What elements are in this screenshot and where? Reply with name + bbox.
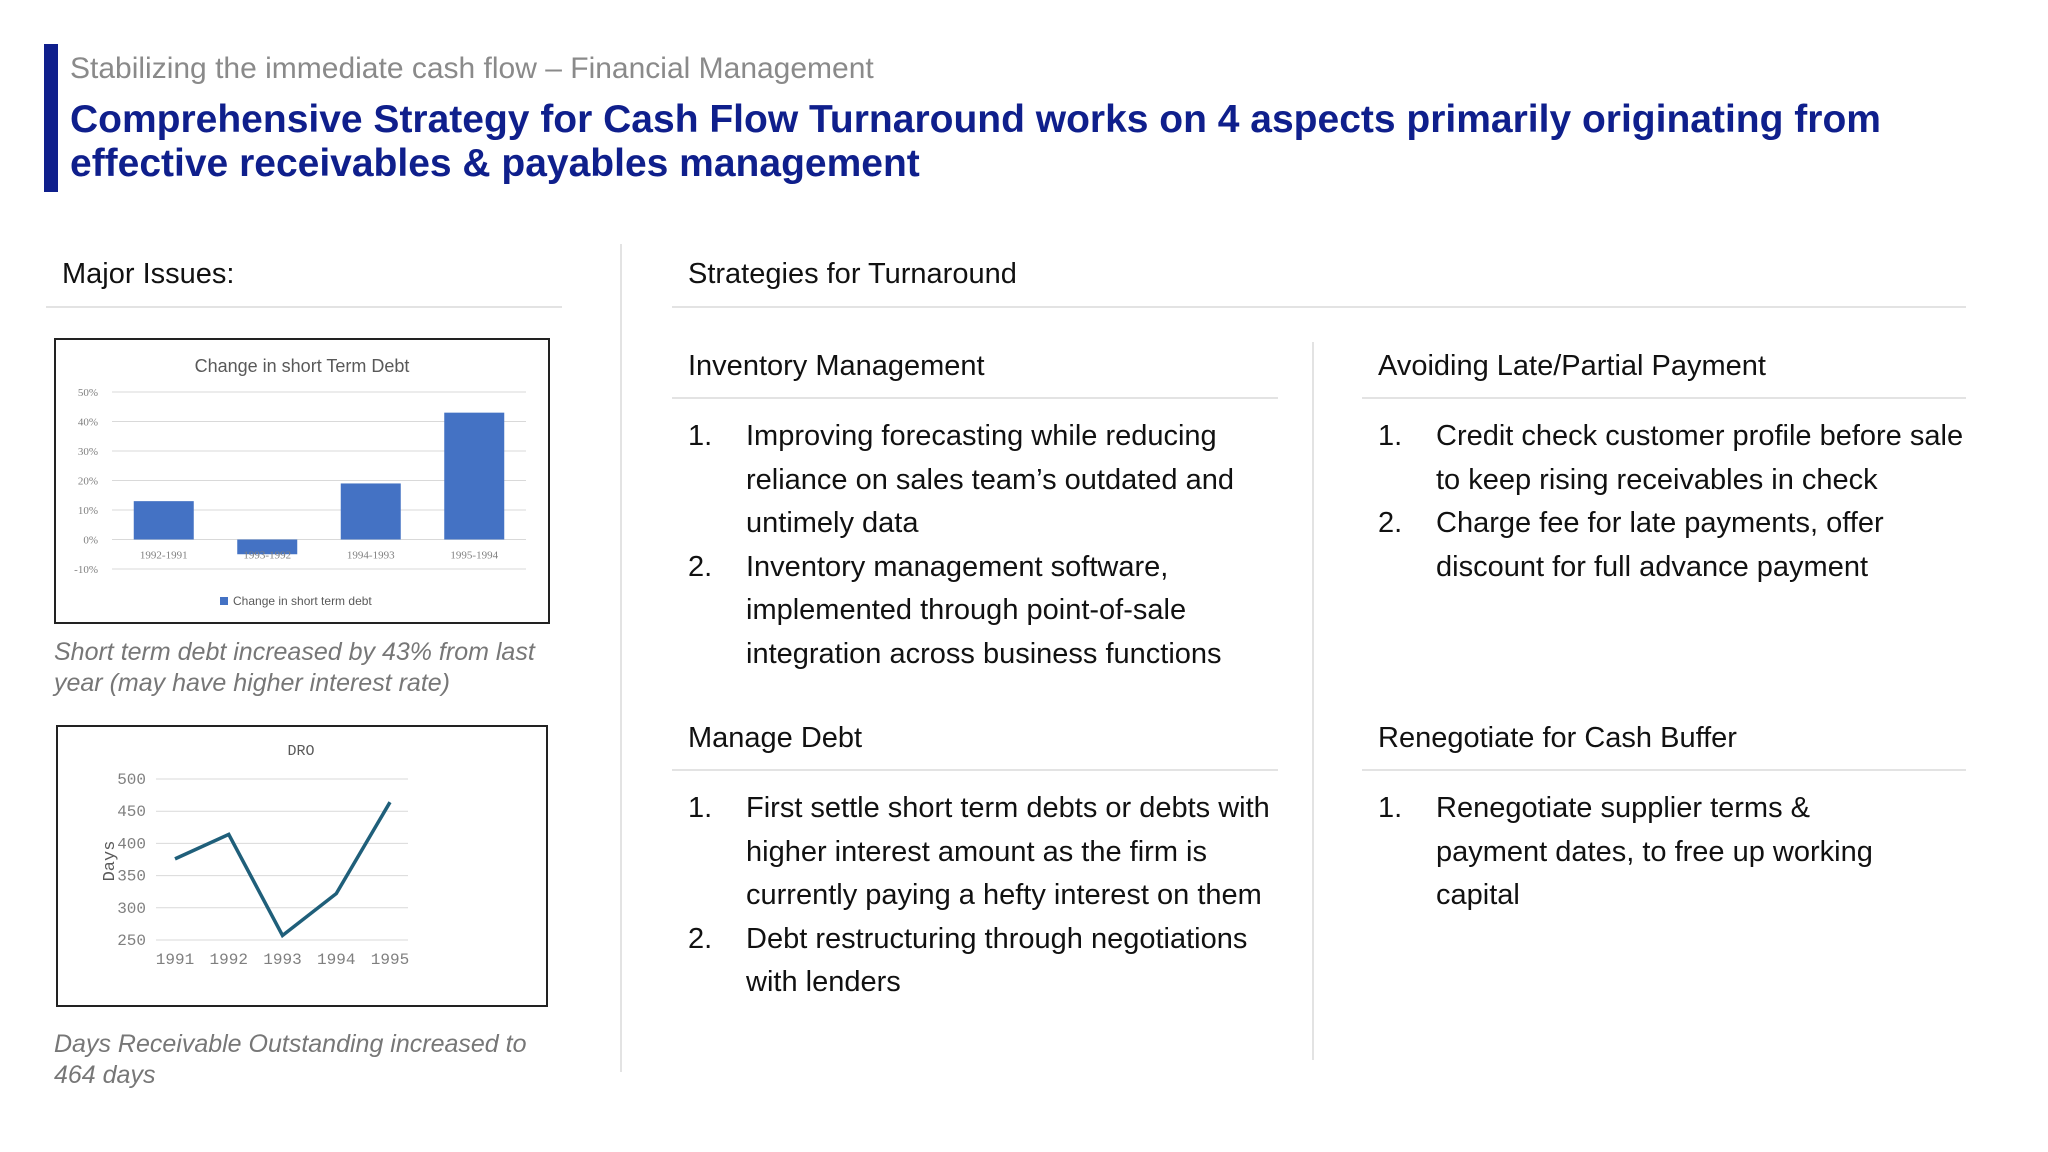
bar-chart-legend (220, 594, 372, 608)
strategies-heading: Strategies for Turnaround (688, 258, 1017, 290)
line-y-tick-label: 350 (117, 867, 146, 886)
bar-y-tick-label: 40% (77, 416, 98, 429)
line-y-tick-label: 300 (117, 899, 146, 918)
bar-x-tick-label: 1993-1992 (243, 549, 292, 562)
list-number: 2. (688, 550, 713, 583)
line-y-tick-label: 500 (117, 771, 146, 789)
inventory-management-heading: Inventory Management (688, 350, 985, 382)
line-chart-y-label: Days (101, 840, 120, 882)
line-chart-title: DRO (287, 743, 315, 760)
list-number: 1. (688, 420, 713, 452)
list-number: 1. (1378, 792, 1403, 824)
list-text: Inventory management software, implemented through point-of-sale integration across business functions (746, 550, 1222, 670)
line-x-tick-label: 1995 (370, 951, 410, 969)
bar-y-tick-label: 0% (83, 534, 98, 547)
bar-y-tick-label: -10% (74, 564, 98, 576)
short-term-debt-chart (54, 338, 550, 624)
line-y-tick-label: 400 (117, 835, 146, 854)
bar-1994-1993 (341, 483, 401, 539)
line-x-tick-label: 1994 (317, 951, 356, 969)
list-item (1378, 787, 1898, 918)
bar-1992-1991 (134, 501, 194, 539)
manage-debt-heading: Manage Debt (688, 722, 863, 754)
line-x-tick-label: 1992 (209, 951, 248, 969)
list-item (688, 546, 1278, 677)
line-chart-grid (156, 779, 408, 940)
strategy-divider (1312, 342, 1314, 1060)
list-number: 2. (1378, 507, 1403, 539)
list-item (688, 787, 1278, 918)
line-x-tick-label: 1991 (155, 951, 195, 969)
list-item (688, 415, 1278, 546)
late-payment-rule (1362, 397, 1966, 399)
cash-buffer-heading: Renegotiate for Cash Buffer (1378, 722, 1737, 754)
slide-subtitle: Stabilizing the immediate cash flow – Financial Management (70, 52, 874, 85)
late-payment-list (1378, 415, 1968, 589)
bar-chart-x-ticks (140, 550, 499, 562)
debt-caption: Short term debt increased by 43% from last year (may have higher interest rate) (54, 638, 535, 697)
bar-chart-bars (134, 413, 505, 555)
slide-title: Comprehensive Strategy for Cash Flow Turnaround works on 4 aspects primarily originating from effective receivables & payables management (70, 98, 1881, 185)
column-divider (620, 244, 622, 1072)
bar-chart-y-ticks (74, 387, 98, 576)
dro-chart (56, 725, 548, 1007)
list-item (1378, 502, 1968, 589)
bar-y-tick-label: 30% (77, 446, 98, 458)
bar-y-tick-label: 20% (77, 475, 98, 488)
dro-caption: Days Receivable Outstanding increased to 464 days (54, 1030, 527, 1089)
inventory-list (688, 415, 1278, 676)
manage-debt-list (688, 787, 1278, 1005)
line-x-tick-label: 1993 (263, 951, 302, 969)
bar-x-tick-label: 1995-1994 (450, 549, 499, 562)
line-chart-x-ticks (156, 951, 409, 969)
list-item (688, 918, 1278, 1005)
late-payment-heading: Avoiding Late/Partial Payment (1378, 350, 1766, 382)
bar-1995-1994 (444, 413, 504, 540)
line-chart-y-ticks (117, 771, 146, 950)
list-text: First settle short term debts or debts with higher interest amount as the firm is currently paying a hefty interest on them (746, 792, 1270, 911)
inventory-rule (672, 397, 1278, 399)
bar-y-tick-label: 50% (77, 387, 98, 399)
list-number: 1. (688, 792, 713, 824)
bar-x-tick-label: 1992-1991 (139, 549, 188, 562)
manage-debt-rule (672, 769, 1278, 771)
line-y-tick-label: 250 (117, 932, 146, 950)
list-text: Debt restructuring through negotiations with lenders (746, 922, 1248, 998)
bar-legend-label: Change in short term debt (233, 594, 372, 608)
cash-buffer-rule (1362, 769, 1966, 771)
list-number: 2. (688, 922, 713, 955)
bar-x-tick-label: 1994-1993 (346, 549, 395, 562)
bar-legend-swatch (220, 597, 228, 605)
bar-y-tick-label: 10% (77, 505, 98, 517)
bar-chart-svg (56, 340, 548, 622)
dro-series-line (175, 802, 390, 935)
list-text: Charge fee for late payments, offer discount for full advance payment (1436, 507, 1884, 583)
major-issues-heading: Major Issues: (62, 258, 235, 290)
bar-chart-title: Change in short Term Debt (194, 356, 410, 376)
line-chart-svg (58, 727, 546, 1005)
list-text: Credit check customer profile before sale to keep rising receivables in check (1436, 420, 1964, 496)
accent-bar (44, 44, 58, 192)
list-text: Improving forecasting while reducing reliance on sales team’s outdated and untimely data (746, 420, 1234, 539)
list-number: 1. (1378, 420, 1403, 452)
right-heading-rule (672, 306, 1966, 308)
left-heading-rule (46, 306, 562, 308)
cash-buffer-list (1378, 787, 1898, 918)
list-item (1378, 415, 1968, 502)
line-y-tick-label: 450 (117, 803, 146, 822)
list-text: Renegotiate supplier terms & payment dates, to free up working capital (1436, 792, 1873, 911)
